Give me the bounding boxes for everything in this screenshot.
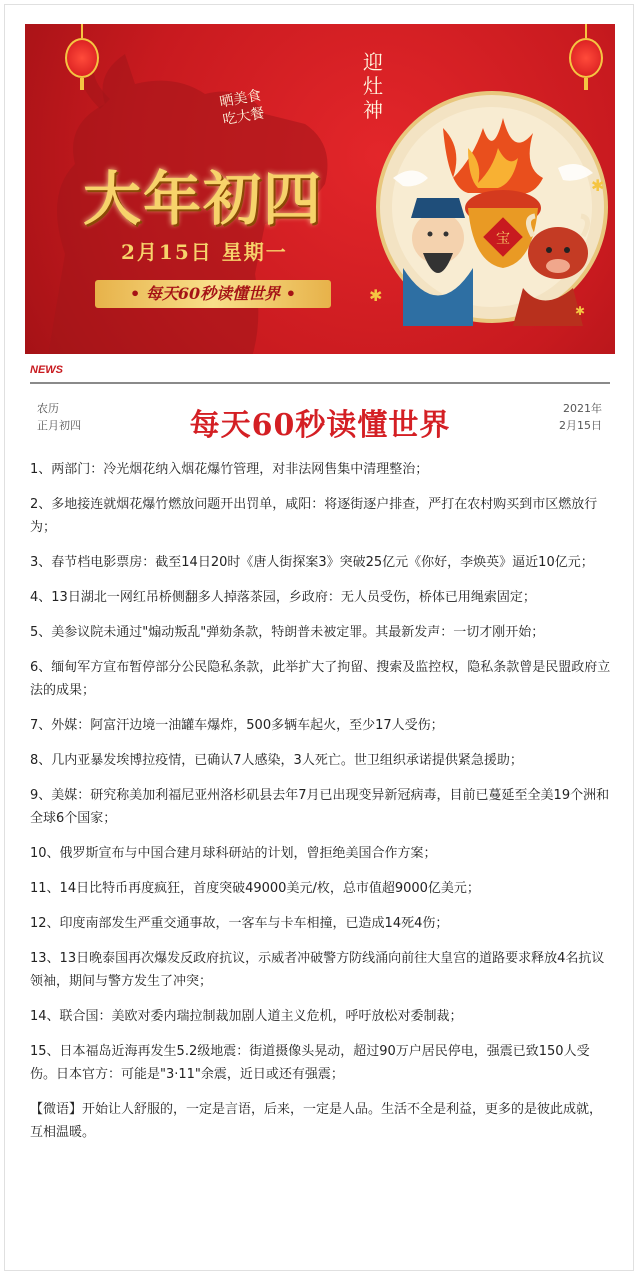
news-item: 12、印度南部发生严重交通事故，一客车与卡车相撞，已造成14死4伤； bbox=[30, 916, 449, 931]
header-banner bbox=[25, 24, 615, 354]
news-label: NEWS bbox=[30, 364, 63, 376]
sparkle-icon: ✱ bbox=[575, 304, 586, 318]
page-title: 每天60秒读懂世界 bbox=[189, 408, 451, 443]
news-item: 9、美媒：研究称美加利福尼亚州洛杉矶县去年7月已出现变异新冠病毒，目前已蔓延至全美19个洲和全球6个国家； bbox=[30, 788, 610, 826]
svg-text:宝: 宝 bbox=[496, 231, 510, 247]
news-item: 15、日本福岛近海再发生5.2级地震：街道摄像头晃动，超过90万户居民停电，强震已致150人受伤。日本官方：可能是"3·11"余震，近日或还有强震； bbox=[30, 1044, 590, 1082]
news-list bbox=[30, 458, 614, 1144]
news-divider bbox=[30, 382, 610, 384]
star-icon: • bbox=[285, 284, 296, 303]
lunar-date: 农历 正月初四 bbox=[37, 402, 81, 432]
lantern-icon bbox=[65, 24, 99, 90]
news-item: 7、外媒：阿富汗边境一油罐车爆炸，500多辆车起火，至少17人受伤； bbox=[30, 718, 444, 733]
weiyu-quote: 【微语】开始让人舒服的，一定是言语，后来，一定是人品。生活不全是利益，更多的是彼此成就，互相温暖。 bbox=[30, 1102, 603, 1140]
news-item: 11、14日比特币再度疯狂，首度突破49000美元/枚，总市值超9000亿美元； bbox=[30, 881, 480, 896]
lantern-icon bbox=[569, 24, 603, 90]
banner-band: • 每天60秒读懂世界 • bbox=[95, 280, 331, 308]
banner-title: 大年初四 bbox=[83, 165, 324, 233]
banner-date: 2月15日 星期一 bbox=[121, 240, 288, 264]
news-item: 6、缅甸军方宣布暂停部分公民隐私条款，此举扩大了拘留、搜索及监控权，隐私条款曾是民盟政府立法的成果； bbox=[30, 660, 611, 698]
news-item: 14、联合国：美欧对委内瑞拉制裁加剧人道主义危机，呼吁放松对委制裁； bbox=[30, 1009, 463, 1024]
sparkle-icon: ✱ bbox=[369, 286, 383, 305]
banner-welcome-vertical: 迎 灶 神 bbox=[363, 50, 383, 122]
kitchen-god-illustration bbox=[373, 88, 611, 326]
news-item: 2、多地接连就烟花爆竹燃放问题开出罚单，咸阳：将逐街逐户排查，严打在农村购买到市区燃放行为； bbox=[30, 497, 598, 535]
star-icon: • bbox=[130, 284, 141, 303]
banner-tagline: 晒美食 吃大餐 bbox=[218, 87, 266, 129]
news-item: 8、几内亚暴发埃博拉疫情，已确认7人感染，3人死亡。世卫组织承诺提供紧急援助； bbox=[30, 753, 523, 768]
news-item: 4、13日湖北一网红吊桥侧翻多人掉落茶园，乡政府：无人员受伤，桥体已用绳索固定； bbox=[30, 590, 536, 605]
news-item: 13、13日晚泰国再次爆发反政府抗议，示威者冲破警方防线涌向前往大皇宫的道路要求释放4名抗议领袖，期间与警方发生了冲突； bbox=[30, 951, 605, 989]
sparkle-icon: ✱ bbox=[591, 176, 605, 195]
news-item: 10、俄罗斯宣布与中国合建月球科研站的计划，曾拒绝美国合作方案； bbox=[30, 846, 437, 861]
news-item: 5、美参议院未通过"煽动叛乱"弹劾条款，特朗普未被定罪。其最新发声：一切才刚开始； bbox=[30, 625, 545, 640]
news-item: 1、两部门：冷光烟花纳入烟花爆竹管理，对非法网售集中清理整治； bbox=[30, 462, 429, 477]
news-item: 3、春节档电影票房：截至14日20时《唐人街探案3》突破25亿元《你好，李焕英》逼近10亿元； bbox=[30, 555, 594, 570]
gregorian-date: 2021年 2月15日 bbox=[559, 402, 602, 432]
